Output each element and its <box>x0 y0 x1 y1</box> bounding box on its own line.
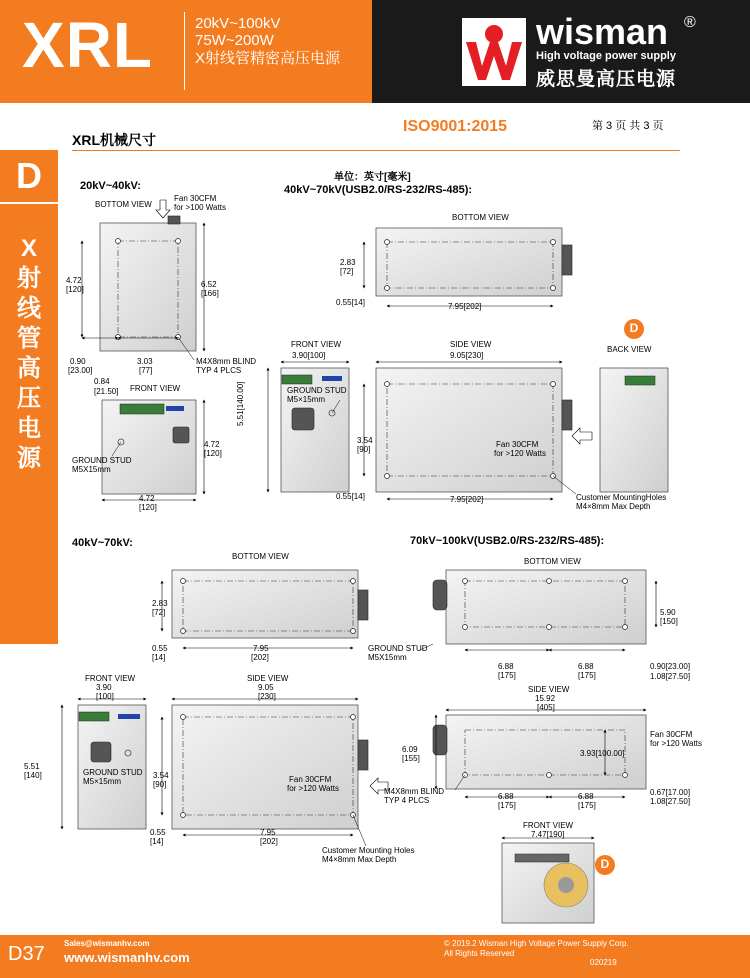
a-dim-fw: 4.72 <box>139 494 155 503</box>
a-ground-line2: M5X15mm <box>72 465 111 474</box>
footer-date-code: 020219 <box>590 958 617 967</box>
footer-email-link[interactable]: Sales@wismanhv.com <box>64 939 150 948</box>
c-mount-line2: M4×8mm Max Depth <box>322 855 397 864</box>
c-dim-bl-mm: [14] <box>152 653 166 662</box>
side-char: 源 <box>17 445 41 472</box>
b-dim-sl: 0.55[14] <box>336 492 365 501</box>
page-code: D37 <box>8 943 45 965</box>
a-dim-w1-mm: [23.00] <box>68 366 93 375</box>
c-heading: 40kV~70kV: <box>72 537 133 549</box>
spec-power: 75W~200W <box>195 32 274 49</box>
a-blind-line2: TYP 4 PLCS <box>196 366 242 375</box>
registered-mark: ® <box>684 14 696 31</box>
a-dim-w1: 0.90 <box>70 357 86 366</box>
d-front-view-label: FRONT VIEW <box>523 821 574 830</box>
b-dim-bl: 0.55[14] <box>336 298 365 307</box>
b-dim-bh: 2.83 <box>340 258 356 267</box>
d-dim-sw-mm: [405] <box>537 703 555 712</box>
b-back-view-label: BACK VIEW <box>607 345 652 354</box>
d-fan-line1: Fan 30CFM <box>650 730 693 739</box>
a-blind-line1: M4X8mm BLIND <box>196 357 257 366</box>
a-dim-h1-mm: [120] <box>66 285 84 294</box>
side-char: 高 <box>17 355 41 382</box>
c-side-box <box>172 705 358 829</box>
b-mount-line1: Customer MountingHoles <box>576 493 667 502</box>
d-badge: D <box>600 857 610 871</box>
d-dim-s4: 1.08[27.50] <box>650 797 691 806</box>
a-dim-fh: 4.72 <box>204 440 220 449</box>
spec-description: X射线管精密高压电源 <box>195 50 341 67</box>
b-dim-bw: 7.95[202] <box>448 302 482 311</box>
c-dim-fw: 3.90 <box>96 683 112 692</box>
copyright-line2: All Rights Reserved <box>444 949 515 958</box>
a-ground-line1: GROUND STUD <box>72 456 132 465</box>
c-front-view-label: FRONT VIEW <box>85 674 136 683</box>
c-dim-sl: 0.55 <box>150 828 166 837</box>
c-ground-line2: M5X15mm <box>368 653 407 662</box>
d-blind-line2: TYP 4 PLCS <box>384 796 430 805</box>
c-ground-line1: GROUND STUD <box>368 644 428 653</box>
d-dim-s2-mm: [175] <box>578 801 596 810</box>
b-bottom-box <box>376 228 562 296</box>
spec-voltage: 20kV~100kV <box>195 15 281 32</box>
b-dim-sw2: 7.95[202] <box>450 495 484 504</box>
c-ground2-line2: M5×15mm <box>83 777 122 786</box>
c-dim-sh: 3.54 <box>153 771 169 780</box>
c-dim-fw-mm: [100] <box>96 692 114 701</box>
d-dim-bh: 5.90 <box>660 608 676 617</box>
side-tab-letter: D <box>16 155 42 196</box>
d-dim-sw: 15.92 <box>535 694 556 703</box>
a-dim-h1: 4.72 <box>66 276 82 285</box>
brand-name: wisman <box>536 11 669 52</box>
a-dim-h2-mm: [166] <box>201 289 219 298</box>
a-dim-w3-mm: [21.50] <box>94 387 119 396</box>
c-dim-bw: 7.95 <box>253 644 269 653</box>
c-dim-sl-mm: [14] <box>150 837 164 846</box>
a-bottom-box <box>100 223 196 351</box>
b-dim-sh-mm: [90] <box>357 445 371 454</box>
d-dim-b1-mm: [175] <box>498 671 516 680</box>
c-bottom-box <box>172 570 358 638</box>
b-fan-line1: Fan 30CFM <box>496 440 539 449</box>
d-bottom-view-label: BOTTOM VIEW <box>524 557 581 566</box>
c-fan-line1: Fan 30CFM <box>289 775 332 784</box>
side-char: 线 <box>17 295 41 322</box>
section-title: XRL机械尺寸 <box>72 132 156 148</box>
side-char: 射 <box>17 265 41 292</box>
units-note: 单位：英寸[毫米] <box>334 172 411 183</box>
a-heading: 20kV~40kV: <box>80 180 141 192</box>
d-dim-bh-mm: [150] <box>660 617 678 626</box>
a-dim-fw-mm: [120] <box>139 503 157 512</box>
d-dim-s1-mm: [175] <box>498 801 516 810</box>
d-dim-b1: 6.88 <box>498 662 514 671</box>
b-ground-line1: GROUND STUD <box>287 386 347 395</box>
c-front-box <box>78 705 146 829</box>
b-dim-sw: 9.05[230] <box>450 351 484 360</box>
a-front-view-label: FRONT VIEW <box>130 384 181 393</box>
c-mount-line1: Customer Mounting Holes <box>322 846 415 855</box>
b-badge: D <box>629 321 639 335</box>
d-dim-s3: 0.67[17.00] <box>650 788 691 797</box>
c-dim-fh: 5.51 <box>24 762 40 771</box>
side-char: 电 <box>17 415 41 442</box>
a-dim-h2: 6.52 <box>201 280 217 289</box>
b-mount-line2: M4×8mm Max Depth <box>576 502 651 511</box>
c-side-view-label: SIDE VIEW <box>247 674 289 683</box>
b-dim-sh: 3.54 <box>357 436 373 445</box>
a-dim-w3: 0.84 <box>94 377 110 386</box>
d-blind-line1: M4X8mm BLIND <box>384 787 445 796</box>
b-bottom-view-label: BOTTOM VIEW <box>452 213 509 222</box>
d-dim-s1: 6.88 <box>498 792 514 801</box>
b-front-view-label: FRONT VIEW <box>291 340 342 349</box>
a-fan-line1: Fan 30CFM <box>174 194 217 203</box>
b-side-box <box>376 368 562 492</box>
c-dim-sw2-mm: [202] <box>260 837 278 846</box>
b-ground-line2: M5×15mm <box>287 395 326 404</box>
d-heading: 70kV~100kV(USB2.0/RS-232/RS-485): <box>410 535 605 547</box>
c-dim-bh-mm: [72] <box>152 608 166 617</box>
d-dim-s2: 6.88 <box>578 792 594 801</box>
c-dim-sh-mm: [90] <box>153 780 167 789</box>
a-fan-line2: for >100 Watts <box>174 203 226 212</box>
c-dim-sw: 9.05 <box>258 683 274 692</box>
product-title: XRL <box>22 9 153 81</box>
c-dim-sw2: 7.95 <box>260 828 276 837</box>
footer-copyright <box>444 939 629 959</box>
b-dim-fw: 3.90[100] <box>292 351 326 360</box>
page-info: 第 3 页 共 3 页 <box>592 120 664 132</box>
c-dim-bw-mm: [202] <box>251 653 269 662</box>
d-dim-b4: 1.08[27.50] <box>650 672 691 681</box>
d-dim-sh-mm: [155] <box>402 754 420 763</box>
a-dim-w2: 3.03 <box>137 357 153 366</box>
b-side-view-label: SIDE VIEW <box>450 340 492 349</box>
a-dim-w2-mm: [77] <box>139 366 153 375</box>
d-side-view-label: SIDE VIEW <box>528 685 570 694</box>
iso-cert: ISO9001:2015 <box>403 118 508 135</box>
d-dim-sh: 6.09 <box>402 745 418 754</box>
brand-name-cn: 威思曼高压电源 <box>536 69 677 90</box>
c-bottom-view-label: BOTTOM VIEW <box>232 552 289 561</box>
side-char: 管 <box>17 325 41 352</box>
a-dim-fh-mm: [120] <box>204 449 222 458</box>
side-char: X <box>20 235 37 262</box>
d-dim-sc: 3.93[100.00] <box>580 749 625 758</box>
side-char: 压 <box>17 385 41 412</box>
b-heading: 40kV~70kV(USB2.0/RS-232/RS-485): <box>284 184 473 196</box>
d-dim-fw: 7.47[190] <box>531 830 565 839</box>
brand-tagline: High voltage power supply <box>536 50 676 62</box>
c-dim-bl: 0.55 <box>152 644 168 653</box>
b-dim-bh-mm: [72] <box>340 267 354 276</box>
b-dim-fh: 5.51[140.00] <box>236 381 245 426</box>
footer-website-link[interactable]: www.wismanhv.com <box>64 950 190 965</box>
copyright-line1: © 2019.2 Wisman High Voltage Power Supply Corp. <box>444 939 629 948</box>
c-fan-line2: for >120 Watts <box>287 784 339 793</box>
c-dim-sw-mm: [230] <box>258 692 276 701</box>
d-dim-b2: 6.88 <box>578 662 594 671</box>
b-back-box <box>600 368 668 492</box>
b-fan-line2: for >120 Watts <box>494 449 546 458</box>
c-dim-fh-mm: [140] <box>24 771 42 780</box>
d-fan-line2: for >120 Watts <box>650 739 702 748</box>
c-ground2-line1: GROUND STUD <box>83 768 143 777</box>
d-dim-b3: 0.90[23.00] <box>650 662 691 671</box>
d-dim-b2-mm: [175] <box>578 671 596 680</box>
c-dim-bh: 2.83 <box>152 599 168 608</box>
a-bottom-view-label: BOTTOM VIEW <box>95 200 152 209</box>
